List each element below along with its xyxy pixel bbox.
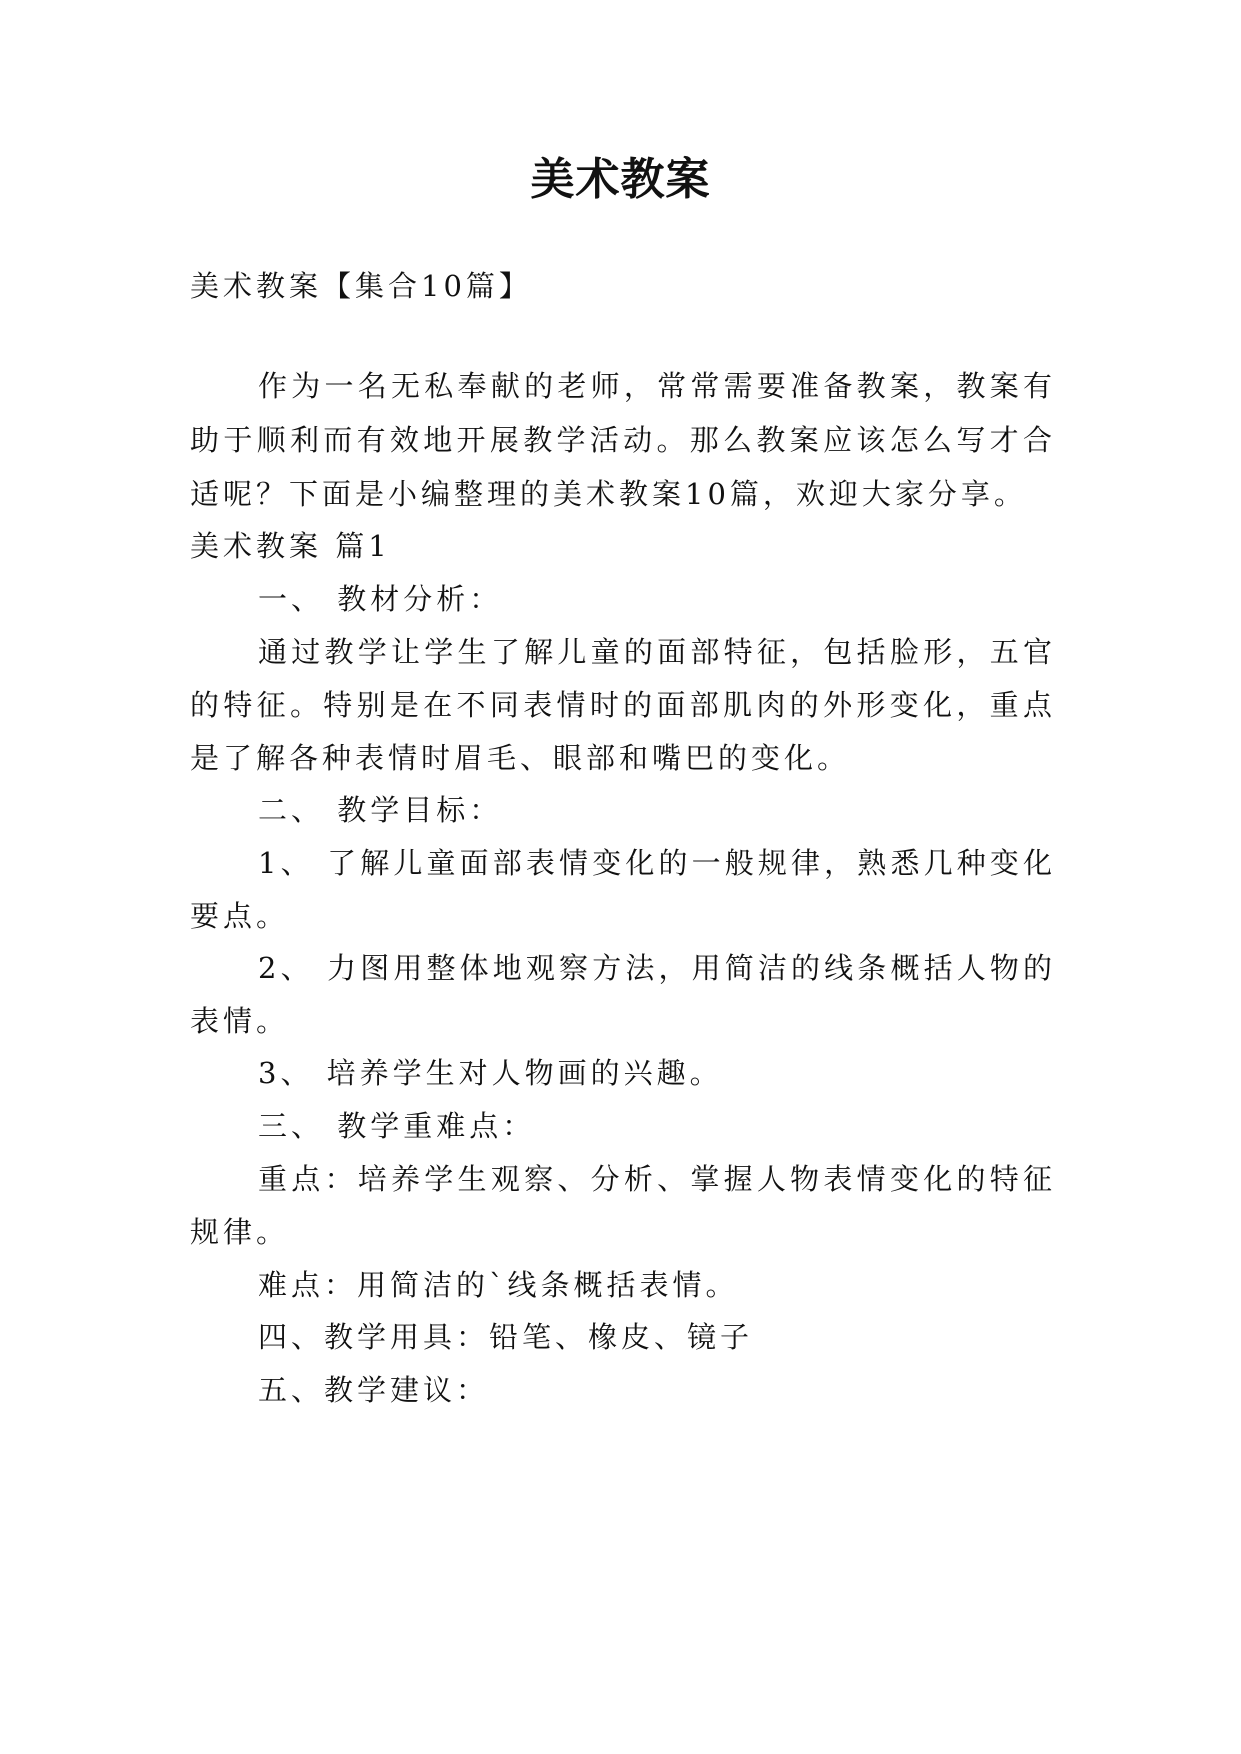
section-item-heading: 四、教学用具：铅笔、橡皮、镜子 (258, 1320, 754, 1354)
section-item-heading: 三、 教学重难点： (258, 1109, 536, 1143)
paragraph-line: 重点：培养学生观察、分析、掌握人物表情变化的特征 (258, 1162, 1052, 1196)
paragraph-line: 是了解各种表情时眉毛、眼部和嘴巴的变化。 (190, 741, 851, 775)
paragraph-line: 2、 力图用整体地观察方法，用简洁的线条概括人物的 (258, 951, 1052, 985)
document-subtitle: 美术教案【集合10篇】 (190, 269, 532, 303)
document-title: 美术教案 (530, 154, 711, 205)
paragraph-line: 表情。 (190, 1004, 290, 1038)
section-item-heading: 二、 教学目标： (258, 793, 503, 827)
paragraph-line: 要点。 (190, 899, 290, 933)
intro-line: 作为一名无私奉献的老师，常常需要准备教案，教案有 (258, 369, 1052, 403)
section-item-heading: 五、教学建议： (258, 1373, 490, 1407)
intro-line: 助于顺利而有效地开展教学活动。那么教案应该怎么写才合 (190, 423, 1052, 457)
paragraph-line: 的特征。特别是在不同表情时的面部肌肉的外形变化，重点 (190, 688, 1052, 722)
section-item-heading: 一、 教材分析： (258, 582, 503, 616)
intro-line: 适呢？下面是小编整理的美术教案10篇，欢迎大家分享。 (190, 477, 1027, 511)
paragraph-line: 规律。 (190, 1215, 290, 1249)
paragraph-line: 通过教学让学生了解儿童的面部特征，包括脸形，五官 (258, 635, 1052, 669)
section-heading: 美术教案 篇1 (190, 529, 391, 563)
paragraph-line: 1、 了解儿童面部表情变化的一般规律，熟悉几种变化 (258, 846, 1052, 880)
paragraph-line: 难点：用简洁的`线条概括表情。 (258, 1268, 739, 1302)
paragraph-line: 3、 培养学生对人物画的兴趣。 (258, 1056, 723, 1090)
